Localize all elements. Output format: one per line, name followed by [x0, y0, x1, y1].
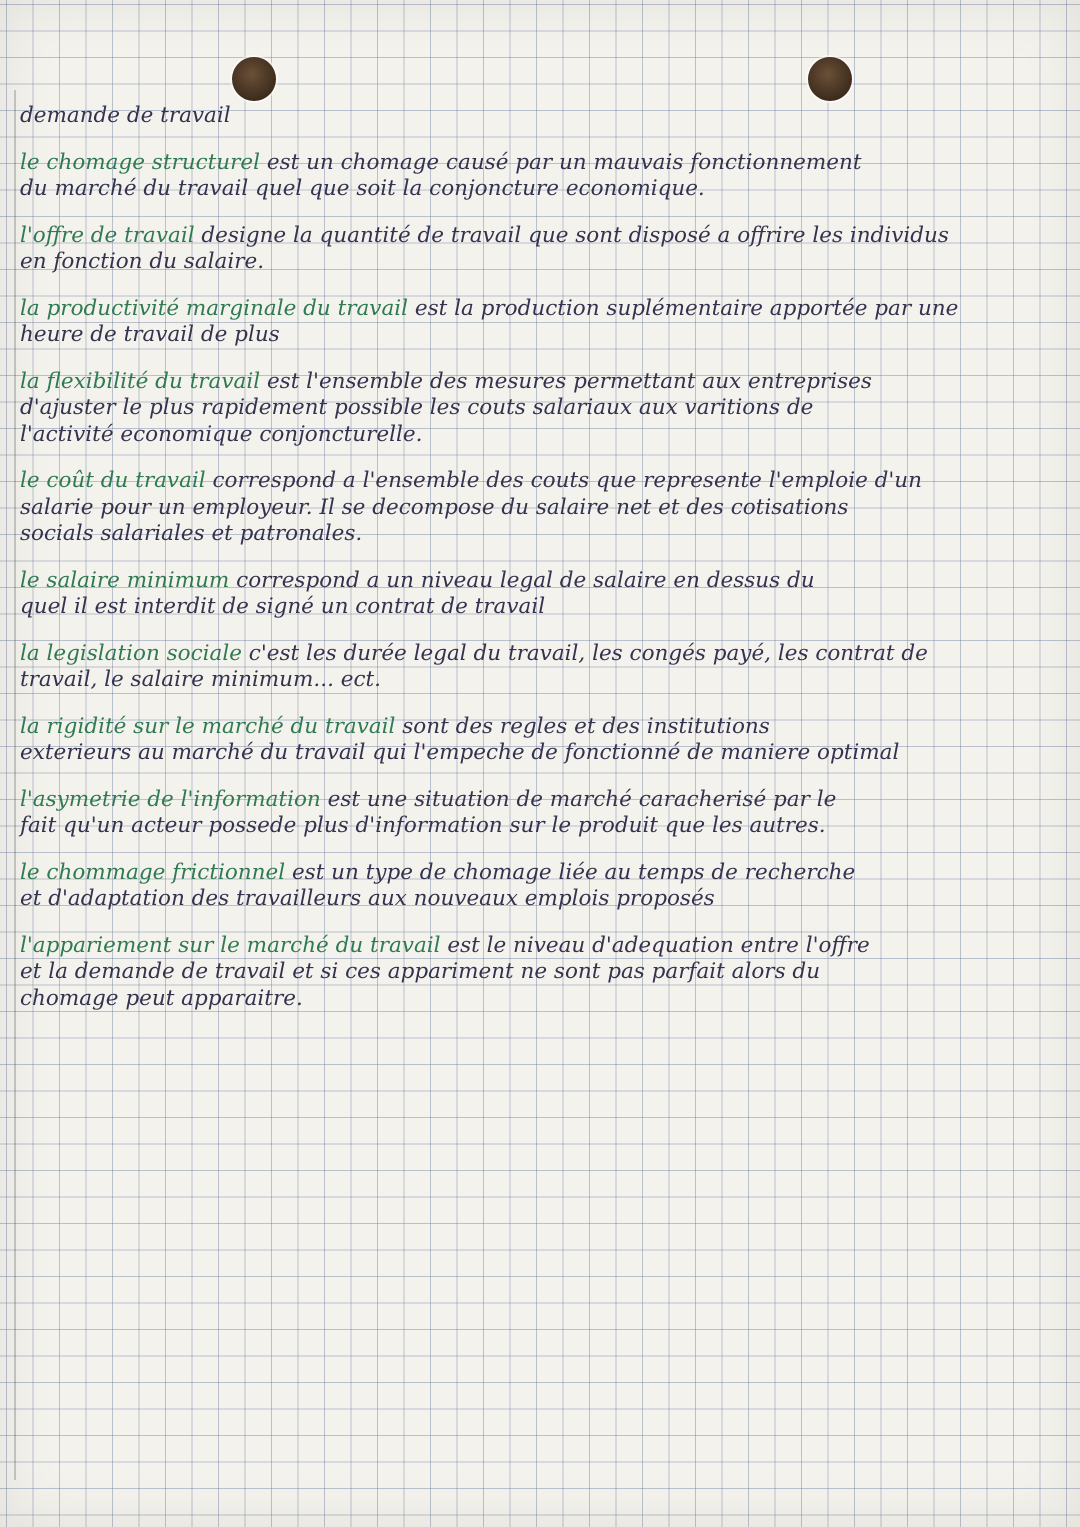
entry-chomage-frictionnel [20, 860, 1066, 913]
definition: en fonction du salaire. [20, 249, 265, 274]
term: la flexibilité du travail [20, 368, 261, 394]
definition: socials salariales et patronales. [20, 521, 363, 546]
entry-appariement [20, 933, 1066, 1013]
entry-chomage-structurel [20, 150, 1066, 203]
term: la productivité marginale du travail [20, 295, 409, 321]
term: la legislation sociale [20, 640, 242, 666]
definition: est la production suplémentaire apportée par une [414, 295, 959, 321]
term: le chommage frictionnel [20, 859, 286, 885]
definition: designe la quantité de travail que sont disposé a offrire les individus [201, 222, 949, 248]
definition: fait qu'un acteur possede plus d'information sur le produit que les autres. [20, 813, 826, 838]
definition: exterieurs au marché du travail qui l'empeche de fonctionné de maniere optimal [20, 740, 900, 765]
entry-productivite-marginale [20, 296, 1066, 349]
definition: travail, le salaire minimum... ect. [20, 667, 381, 692]
punch-hole-right [808, 57, 852, 101]
term: le salaire minimum [20, 567, 230, 593]
definition: chomage peut apparaitre. [20, 985, 303, 1011]
definition: l'activité economique conjoncturelle. [20, 421, 423, 447]
intro-line: demande de travail [20, 103, 231, 128]
definition: heure de travail de plus [20, 322, 280, 347]
definition: c'est les durée legal du travail, les congés payé, les contrat de [248, 640, 928, 666]
definition: et d'adaptation des travailleurs aux nouveaux emplois proposés [20, 886, 715, 911]
term: l'offre de travail [20, 222, 195, 248]
entry-offre-de-travail [20, 223, 1066, 276]
term: la rigidité sur le marché du travail [20, 713, 396, 739]
entry-legislation-sociale [20, 641, 1066, 694]
entry-asymetrie-information [20, 787, 1066, 840]
definition: et la demande de travail et si ces appariment ne sont pas parfait alors du [20, 959, 821, 984]
definition: du marché du travail quel que soit la conjoncture economique. [20, 176, 705, 201]
handwritten-notes [20, 103, 1066, 1012]
definition: correspond a l'ensemble des couts que represente l'emploie d'un [212, 468, 922, 493]
term: le coût du travail [20, 468, 206, 493]
definition: est une situation de marché caracherisé par le [327, 786, 837, 812]
entry-cout-du-travail [20, 468, 1066, 548]
definition: est le niveau d'adequation entre l'offre [447, 932, 870, 958]
margin-line [14, 90, 16, 1480]
definition: quel il est interdit de signé un contrat de travail [20, 594, 546, 619]
term: l'asymetrie de l'information [20, 786, 321, 812]
definition: d'ajuster le plus rapidement possible les couts salariaux aux varitions de [20, 395, 814, 420]
term: le chomage structurel [20, 149, 260, 175]
entry-rigidite-marche [20, 714, 1066, 767]
definition: sont des regles et des institutions [402, 713, 770, 739]
definition: est l'ensemble des mesures permettant aux entreprises [266, 368, 872, 394]
entry-salaire-minimum [20, 568, 1066, 621]
definition: salarie pour un employeur. Il se decompose du salaire net et des cotisations [20, 494, 849, 520]
definition: est un chomage causé par un mauvais fonctionnement [266, 149, 862, 175]
definition: correspond a un niveau legal de salaire en dessus du [236, 567, 815, 593]
punch-hole-left [232, 57, 276, 101]
term: l'appariement sur le marché du travail [20, 932, 441, 958]
definition: est un type de chomage liée au temps de recherche [291, 859, 856, 885]
entry-flexibilite-du-travail [20, 369, 1066, 449]
